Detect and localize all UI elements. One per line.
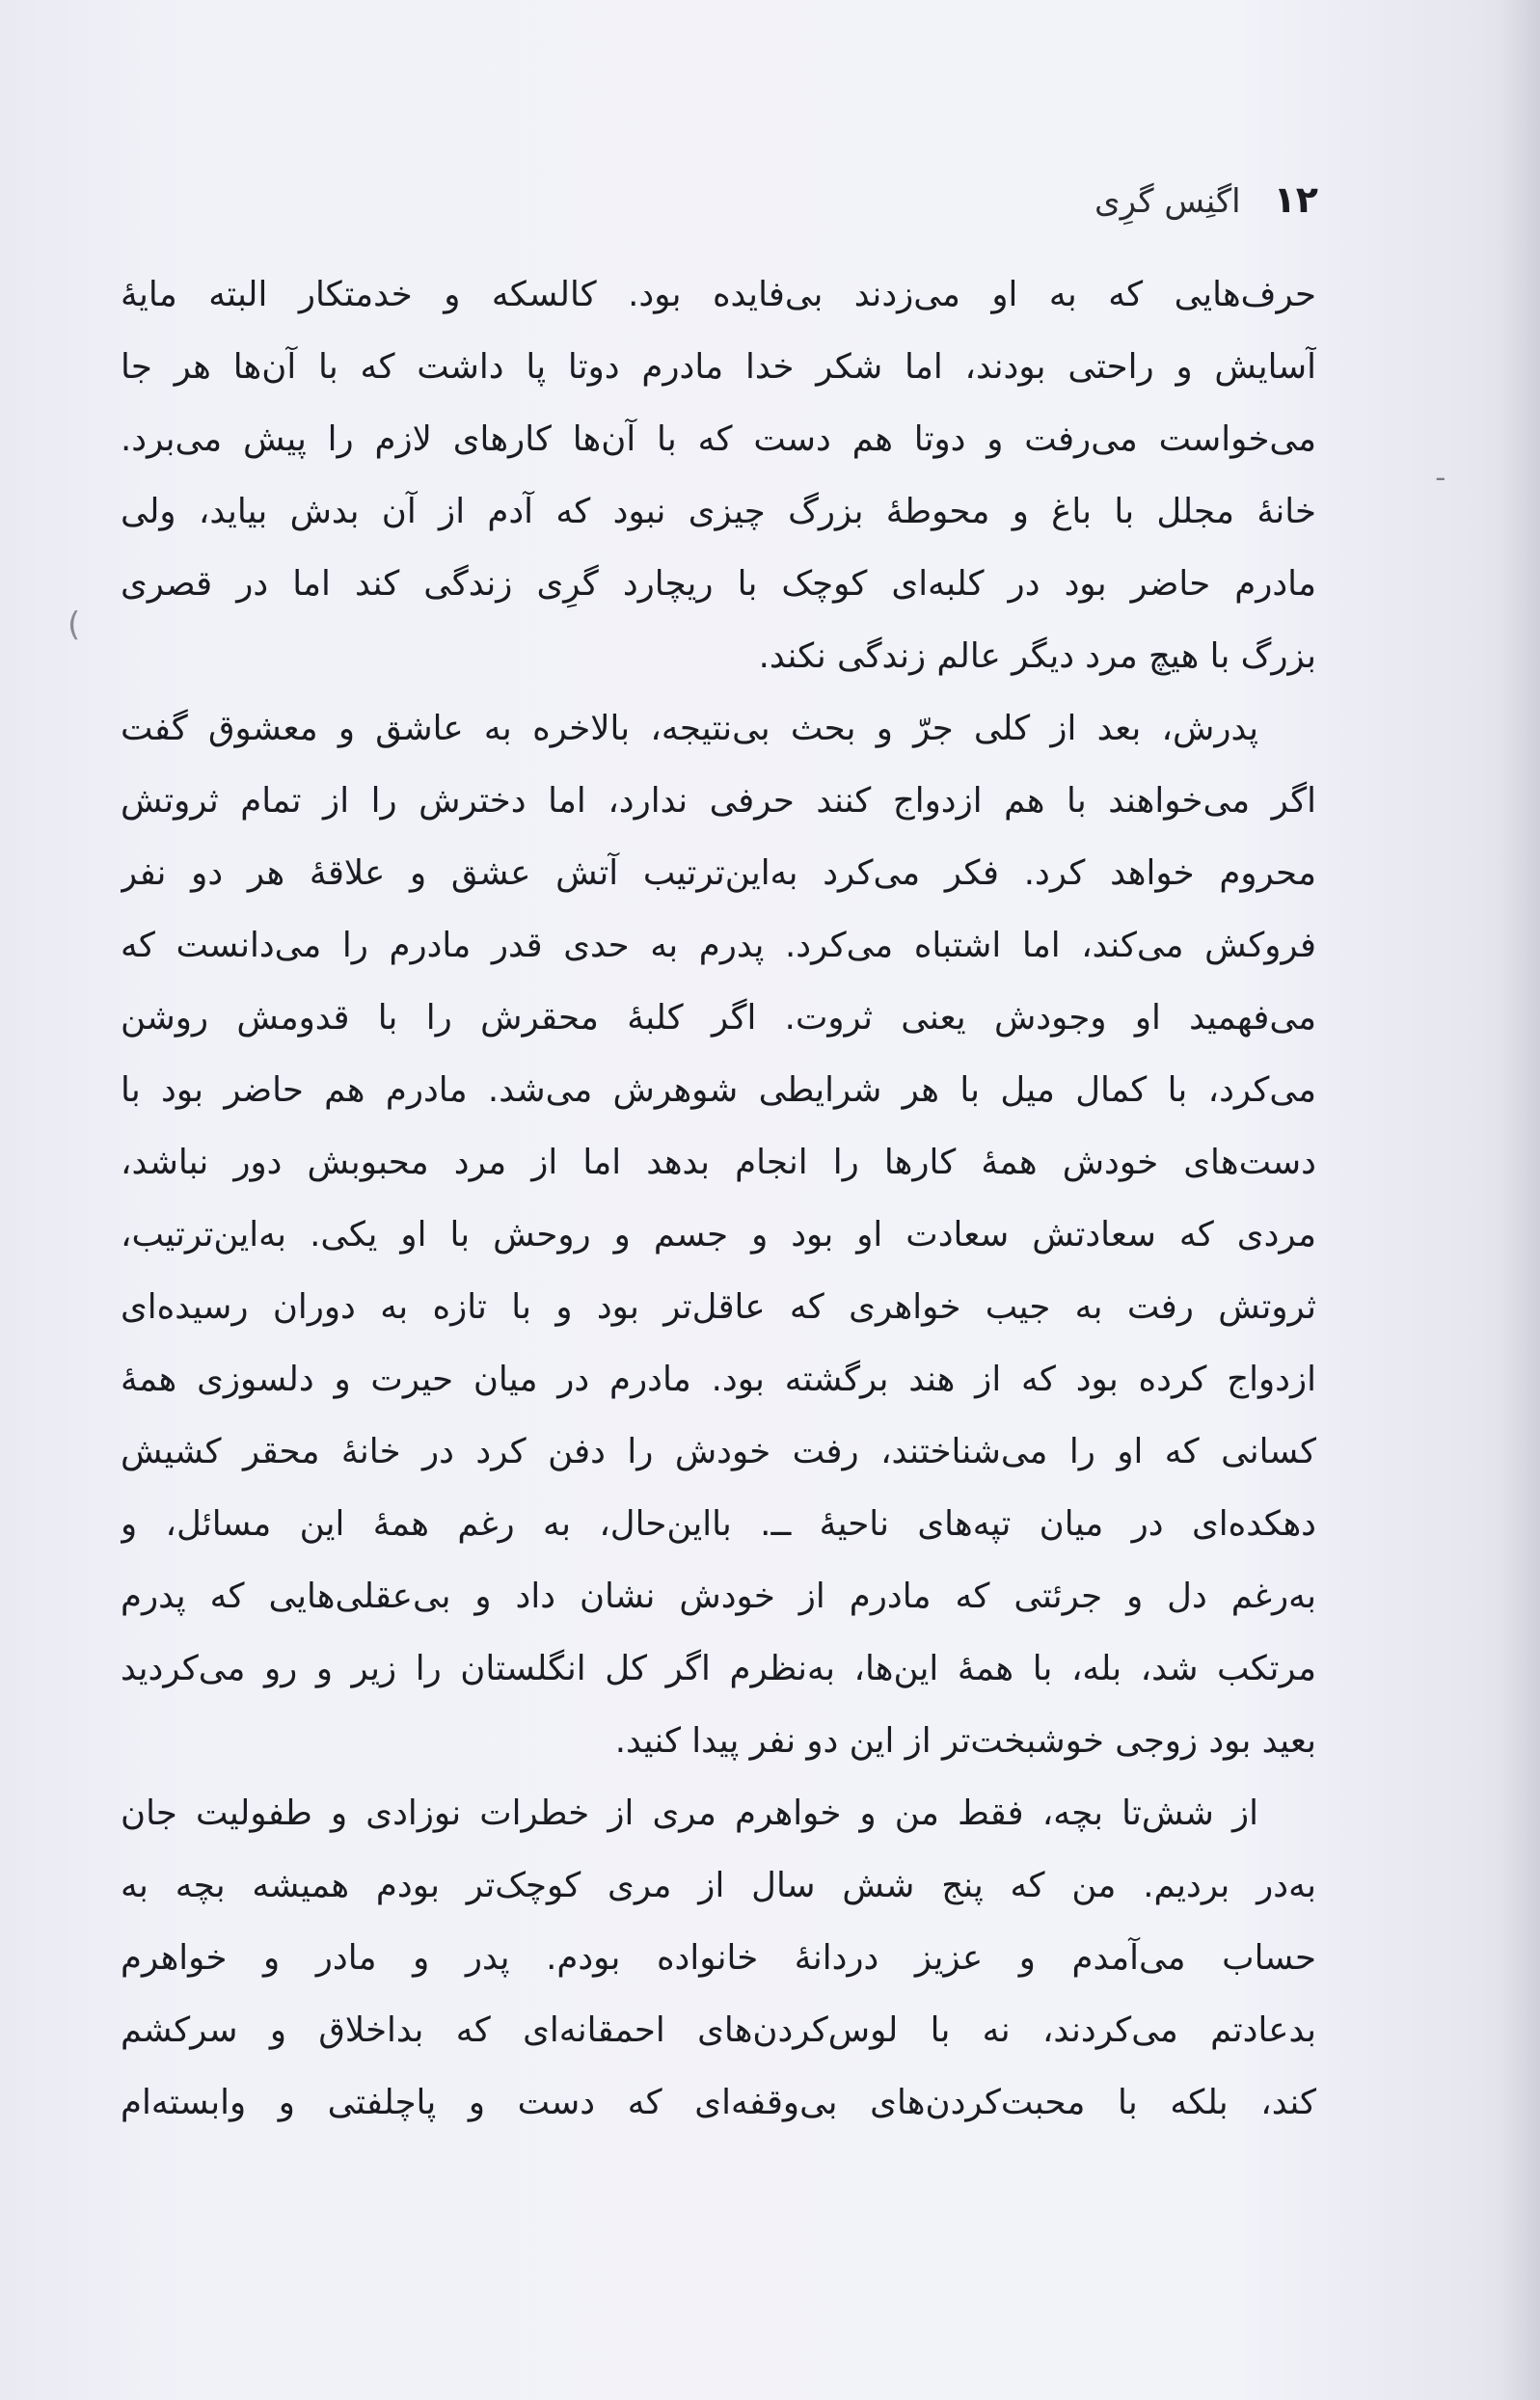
spine-shadow — [1501, 0, 1540, 2400]
paragraph-1 — [121, 258, 1316, 692]
text-line: مردی که سعادتش سعادت او بود و جسم و روحش با او یکی. به‌این‌ترتیب، — [121, 1215, 1316, 1254]
text-line: می‌فهمید او وجودش یعنی ثروت. اگر کلبهٔ محقرش را با قدومش روشن — [121, 998, 1316, 1038]
text-line: حساب می‌آمدم و عزیز دردانهٔ خانواده بودم. پدر و مادر و خواهرم — [121, 1938, 1316, 1978]
text-line: فروکش می‌کند، اما اشتباه می‌کرد. پدرم به حدی قدر مادرم را می‌دانست که — [121, 926, 1316, 965]
text-line: دهکده‌ای در میان تپه‌های ناحیهٔ ــ. بااین‌حال، به رغم همهٔ این مسائل، و — [121, 1504, 1316, 1544]
body-text — [121, 258, 1316, 2139]
text-line: ثروتش رفت به جیب خواهری که عاقل‌تر بود و با تازه به دوران رسیده‌ای — [121, 1287, 1316, 1327]
text-line: می‌خواست می‌رفت و دوتا هم دست که با آن‌ها کارهای لازم را پیش می‌برد. — [121, 419, 1316, 459]
text-line: از شش‌تا بچه، فقط من و خواهرم مری از خطرات نوزادی و طفولیت جان — [121, 1793, 1258, 1833]
text-line: خانهٔ مجلل با باغ و محوطهٔ بزرگ چیزی نبود که آدم از آن بدش بیاید، ولی — [121, 492, 1316, 531]
text-line: آسایش و راحتی بودند، اما شکر خدا مادرم دوتا پا داشت که با آن‌ها هر جا — [121, 347, 1316, 387]
text-line: بدعادتم می‌کردند، نه با لوس‌کردن‌های احمقانه‌ای که بداخلاق و سرکشم — [121, 2010, 1316, 2050]
text-line: بعید بود زوجی خوشبخت‌تر از این دو نفر پیدا کنید. — [614, 1721, 1316, 1761]
text-line: پدرش، بعد از کلی جرّ و بحث بی‌نتیجه، بالاخره به عاشق و معشوق گفت — [121, 709, 1258, 748]
margin-mark-right: ـ — [1437, 458, 1445, 487]
running-header — [1094, 178, 1318, 221]
text-line: دست‌های خودش همهٔ کارها را انجام بدهد اما از مرد محبوبش دور نباشد، — [121, 1143, 1316, 1182]
text-line: به‌رغم دل و جرئتی که مادرم از خودش نشان داد و بی‌عقلی‌هایی که پدرم — [121, 1577, 1316, 1616]
text-line: کسانی که او را می‌شناختند، رفت خودش را دفن کرد در خانهٔ محقر کشیش — [121, 1432, 1316, 1471]
text-line: به‌در بردیم. من که پنج شش سال از مری کوچک‌تر بودم همیشه بچه به — [121, 1866, 1316, 1905]
text-line: مرتکب شد، بله، با همهٔ این‌ها، به‌نظرم اگر کل انگلستان را زیر و رو می‌کردید — [121, 1649, 1316, 1688]
text-line: بزرگ با هیچ مرد دیگر عالم زندگی نکند. — [758, 636, 1316, 676]
text-line: ازدواج کرده بود که از هند برگشته بود. مادرم در میان حیرت و دلسوزی همهٔ — [121, 1360, 1316, 1399]
running-header-title: اگنِس گرِی — [1094, 182, 1241, 221]
text-line: حرف‌هایی که به او می‌زدند بی‌فایده بود. کالسکه و خدمتکار البته مایهٔ — [121, 275, 1316, 314]
text-line: اگر می‌خواهند با هم ازدواج کنند حرفی ندارد، اما دخترش را از تمام ثروتش — [121, 781, 1316, 821]
paragraph-3 — [121, 1777, 1316, 2139]
text-line: کند، بلکه با محبت‌کردن‌های بی‌وقفه‌ای که دست و پاچلفتی و وابسته‌ام — [121, 2083, 1316, 2122]
text-line: می‌کرد، با کمال میل با هر شرایطی شوهرش می‌شد. مادرم هم حاضر بود با — [121, 1070, 1316, 1110]
text-line: مادرم حاضر بود در کلبه‌ای کوچک با ریچارد گرِی زندگی کند اما در قصری — [121, 564, 1316, 604]
margin-mark-left: ( — [68, 606, 81, 644]
page-number: ۱۲ — [1273, 178, 1318, 221]
paragraph-2 — [121, 692, 1316, 1777]
text-line: محروم خواهد کرد. فکر می‌کرد به‌این‌ترتیب آتش عشق و علاقهٔ هر دو نفر — [121, 853, 1316, 893]
